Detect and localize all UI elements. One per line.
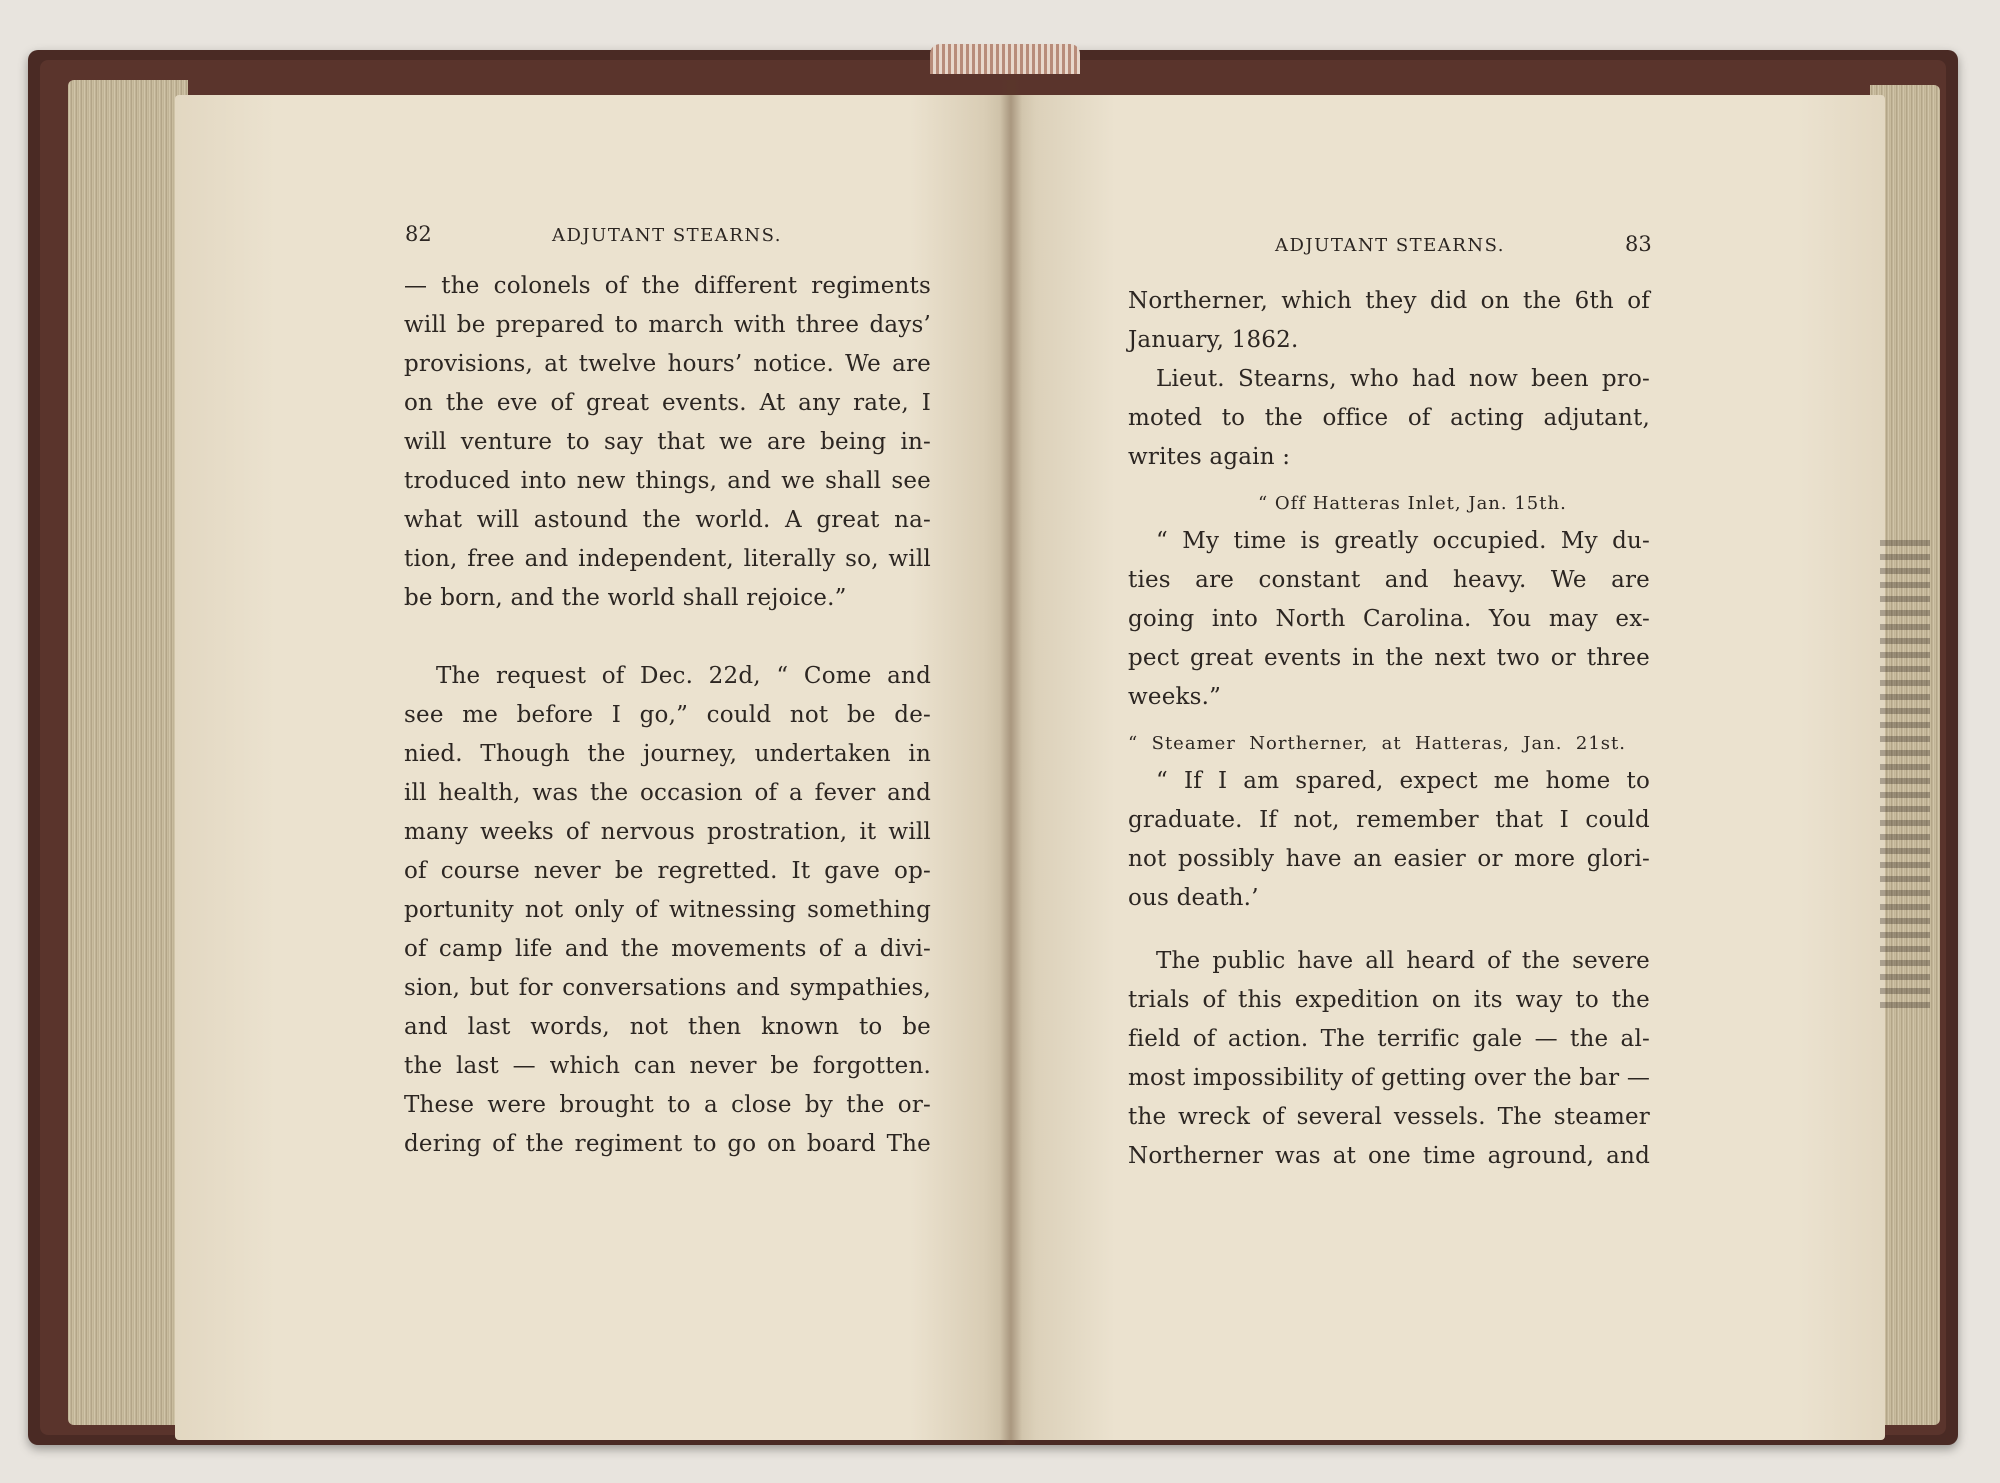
text-line: The request of Dec. 22d, “ Come and — [436, 663, 931, 689]
text-line: graduate. If not, remember that I could — [1128, 807, 1650, 833]
text-line: “ My time is greatly occupied. My du- — [1156, 528, 1650, 554]
dateline: “ Off Hatteras Inlet, Jan. 15th. — [1258, 493, 1567, 514]
left-page-number: 82 — [405, 222, 432, 246]
text-line: what will astound the world. A great na- — [404, 507, 931, 533]
text-line: nied. Though the journey, undertaken in — [404, 741, 931, 767]
text-line: moted to the office of acting adjutant, — [1128, 405, 1650, 431]
right-running-head: ADJUTANT STEARNS. — [1275, 235, 1506, 256]
headband — [930, 44, 1080, 74]
text-line: on the eve of great events. At any rate, I — [404, 390, 931, 416]
text-line: provisions, at twelve hours’ notice. We are — [404, 351, 931, 377]
text-line: weeks.” — [1128, 684, 1222, 710]
text-line: will be prepared to march with three days’ — [404, 312, 931, 338]
left-page-stack — [68, 80, 188, 1425]
text-line: many weeks of nervous prostration, it will — [404, 819, 931, 845]
text-line: trials of this expedition on its way to the — [1128, 987, 1650, 1013]
right-page-number: 83 — [1625, 232, 1652, 256]
text-line: These were brought to a close by the or- — [404, 1092, 931, 1118]
text-line: field of action. The terrific gale — the al- — [1128, 1026, 1650, 1052]
text-line: the wreck of several vessels. The steamer — [1128, 1104, 1650, 1130]
text-line: ties are constant and heavy. We are — [1128, 567, 1650, 593]
left-running-head: ADJUTANT STEARNS. — [552, 225, 783, 246]
fore-edge-marks — [1880, 540, 1930, 1010]
text-line: Northerner was at one time aground, and — [1128, 1143, 1650, 1169]
text-line: of camp life and the movements of a divi- — [404, 936, 931, 962]
text-line: and last words, not then known to be — [404, 1014, 931, 1040]
text-line: going into North Carolina. You may ex- — [1128, 606, 1650, 632]
text-line: portunity not only of witnessing something — [404, 897, 931, 923]
text-line: the last — which can never be forgotten. — [404, 1053, 931, 1079]
text-line: ous death.’ — [1128, 885, 1259, 911]
text-line: writes again : — [1128, 444, 1291, 470]
text-line: sion, but for conversations and sympathies, — [404, 975, 931, 1001]
text-line: dering of the regiment to go on board The — [404, 1131, 931, 1157]
text-line: “ If I am spared, expect me home to — [1156, 768, 1650, 794]
text-line: most impossibility of getting over the bar — — [1128, 1065, 1651, 1091]
gutter-shadow — [1000, 80, 1022, 1445]
text-line: ill health, was the occasion of a fever and — [404, 780, 931, 806]
text-line: January, 1862. — [1128, 327, 1299, 353]
text-line: of course never be regretted. It gave op- — [404, 858, 931, 884]
dateline: “ Steamer Northerner, at Hatteras, Jan. 21st. — [1128, 733, 1626, 754]
text-line: The public have all heard of the severe — [1156, 948, 1650, 974]
text-line: Lieut. Stearns, who had now been pro- — [1156, 366, 1650, 392]
text-line: will venture to say that we are being in- — [404, 429, 931, 455]
text-line: Northerner, which they did on the 6th of — [1128, 288, 1650, 314]
text-line: not possibly have an easier or more glori- — [1128, 846, 1650, 872]
text-line: pect great events in the next two or three — [1128, 645, 1650, 671]
text-line: troduced into new things, and we shall see — [404, 468, 931, 494]
text-line: tion, free and independent, literally so, will — [404, 546, 931, 572]
text-line: — the colonels of the different regiments — [404, 273, 931, 299]
text-line: see me before I go,” could not be de- — [404, 702, 931, 728]
text-line: be born, and the world shall rejoice.” — [404, 585, 847, 611]
